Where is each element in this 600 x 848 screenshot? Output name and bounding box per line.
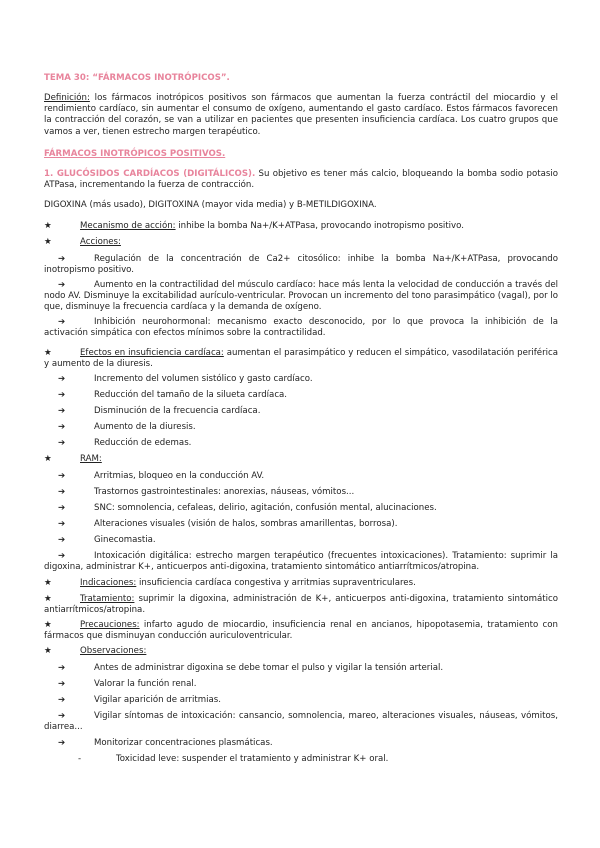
arrow-bullet-icon: ➔	[58, 317, 66, 327]
list-item: ➔ Regulación de la concentración de Ca2+ citosólico: inhibe la bomba Na+/K+ATPasa, provocando inotropismo positivo.	[44, 254, 558, 276]
arrow-bullet-icon: ➔	[58, 422, 66, 432]
arrow-bullet-icon: ➔	[58, 711, 66, 721]
indicaciones-label: Indicaciones:	[80, 578, 137, 588]
indicaciones-text: insuficiencia cardíaca congestiva y arritmias supraventriculares.	[136, 578, 416, 588]
arrow-bullet-icon: ➔	[58, 679, 66, 689]
list-item: ➔ Reducción de edemas.	[58, 438, 192, 448]
definition-label: Definición:	[44, 93, 90, 103]
arrow-bullet-icon: ➔	[58, 374, 66, 384]
precauciones-text: infarto agudo de miocardio, insuficiencia renal en ancianos, hipopotasemia, tratamiento con fármacos que disminuyan conducción auriculoventricular.	[44, 620, 558, 642]
list-item: - Toxicidad leve: suspender el tratamiento y administrar K+ oral.	[78, 754, 389, 764]
arrow-bullet-icon: ➔	[58, 487, 66, 497]
acciones-label: Acciones:	[80, 237, 121, 247]
ram-row	[44, 454, 558, 465]
tratamiento-label: Tratamiento:	[80, 594, 135, 604]
section-heading: FÁRMACOS INOTRÓPICOS POSITIVOS.	[44, 149, 226, 159]
arrow-bullet-icon: ➔	[58, 471, 66, 481]
list-item: ➔ Ginecomastia.	[58, 535, 156, 545]
list-item: ➔ Vigilar síntomas de intoxicación: cansancio, somnolencia, mareo, alteraciones visuales, náuseas, vómitos, diarrea...	[44, 711, 558, 733]
arrow-bullet-icon: ➔	[58, 280, 66, 290]
definition-text: los fármacos inotrópicos positivos son fármacos que aumentan la fuerza contráctil del miocardio y el rendimiento cardíaco, sin aumentar el consumo de oxígeno, aumentando el gasto cardíaco. Estos fármacos favorecen la contracción del corazón, se van a utilizar en pacientes que presenten insuficiencia cardíaca. Los cuatro grupos que vamos a ver, tienen estrecho margen terapéutico.	[44, 93, 558, 137]
star-bullet-icon: ★	[44, 594, 52, 604]
arrow-bullet-icon: ➔	[58, 438, 66, 448]
arrow-bullet-icon: ➔	[58, 519, 66, 529]
indicaciones-row	[44, 578, 558, 589]
star-bullet-icon: ★	[44, 348, 52, 358]
star-bullet-icon: ★	[44, 620, 52, 630]
list-item: ➔ Aumento en la contractilidad del músculo cardíaco: hace más lenta la velocidad de conducción a través del nodo AV. Disminuye la excitabilidad aurículo-ventricular. Provocan un incremento del tono parasimpático (vagal), por lo que, disminuye la frecuencia cardíaca y la demanda de oxígeno.	[44, 280, 558, 313]
acciones-row	[44, 237, 558, 248]
star-bullet-icon: ★	[44, 221, 52, 231]
group1-paragraph	[44, 169, 558, 191]
arrow-bullet-icon: ➔	[58, 663, 66, 673]
definition-paragraph	[44, 93, 558, 138]
star-bullet-icon: ★	[44, 454, 52, 464]
mecanismo-text: inhibe la bomba Na+/K+ATPasa, provocando inotropismo positivo.	[175, 221, 464, 231]
precauciones-row	[44, 620, 558, 642]
list-item: ➔ Alteraciones visuales (visión de halos, sombras amarillentas, borrosa).	[58, 519, 398, 529]
list-item: ➔ Antes de administrar digoxina se debe tomar el pulso y vigilar la tensión arterial.	[58, 663, 444, 673]
arrow-bullet-icon: ➔	[58, 551, 66, 561]
list-item: ➔ Disminución de la frecuencia cardíaca.	[58, 406, 261, 416]
tratamiento-row	[44, 594, 558, 616]
dash-bullet-icon: -	[78, 754, 82, 764]
star-bullet-icon: ★	[44, 237, 52, 247]
list-item: ➔ Intoxicación digitálica: estrecho margen terapéutico (frecuentes intoxicaciones). Tratamiento: suprimir la digoxina, administrar K+, anticuerpos anti-digoxina, tratamiento sintomático antiarrítmicos/atropina.	[44, 551, 558, 573]
efectos-text: aumentan el parasimpático y reducen el simpático, vasodilatación periférica y aumento de la diuresis.	[44, 348, 558, 370]
star-bullet-icon: ★	[44, 578, 52, 588]
mecanismo-row	[44, 221, 558, 232]
arrow-bullet-icon: ➔	[58, 738, 66, 748]
ram-label: RAM:	[80, 454, 102, 464]
observaciones-label: Observaciones:	[80, 646, 147, 656]
precauciones-label: Precauciones:	[80, 620, 140, 630]
tratamiento-text: suprimir la digoxina, administración de K+, anticuerpos anti-digoxina, tratamiento sintomático antiarrítmicos/atropina.	[44, 594, 558, 616]
list-item: ➔ Monitorizar concentraciones plasmáticas.	[58, 738, 273, 748]
group1-text: Su objetivo es tener más calcio, bloqueando la bomba sodio potasio ATPasa, incrementando la fuerza de contracción.	[44, 169, 558, 191]
mecanismo-label: Mecanismo de acción:	[80, 221, 176, 231]
arrow-bullet-icon: ➔	[58, 390, 66, 400]
star-bullet-icon: ★	[44, 646, 52, 656]
observaciones-row	[44, 646, 558, 657]
arrow-bullet-icon: ➔	[58, 254, 66, 264]
efectos-row	[44, 348, 558, 370]
arrow-bullet-icon: ➔	[58, 695, 66, 705]
list-item: ➔ Arritmias, bloqueo en la conducción AV.	[58, 471, 265, 481]
group1-heading: 1. GLUCÓSIDOS CARDÍACOS (DIGITÁLICOS).	[44, 169, 256, 179]
arrow-bullet-icon: ➔	[58, 535, 66, 545]
list-item: ➔ Incremento del volumen sistólico y gasto cardíaco.	[58, 374, 313, 384]
efectos-label: Efectos en insuficiencia cardíaca:	[80, 348, 224, 358]
arrow-bullet-icon: ➔	[58, 406, 66, 416]
list-item: ➔ Aumento de la diuresis.	[58, 422, 196, 432]
list-item: ➔ Trastornos gastrointestinales: anorexias, náuseas, vómitos...	[58, 487, 355, 497]
list-item: ➔ Valorar la función renal.	[58, 679, 197, 689]
list-item: ➔ SNC: somnolencia, cefaleas, delirio, agitación, confusión mental, alucinaciones.	[58, 503, 437, 513]
list-item: ➔ Reducción del tamaño de la silueta cardíaca.	[58, 390, 288, 400]
list-item: ➔ Vigilar aparición de arritmias.	[58, 695, 221, 705]
list-item: ➔ Inhibición neurohormonal: mecanismo exacto desconocido, por lo que provoca la inhibición de la activación simpática con efectos mínimos sobre la contractilidad.	[44, 317, 558, 339]
group1-drugs: DIGOXINA (más usado), DIGITOXINA (mayor vida media) y B-METILDIGOXINA.	[44, 200, 377, 210]
arrow-bullet-icon: ➔	[58, 503, 66, 513]
document-title: TEMA 30: “FÁRMACOS INOTRÓPICOS”.	[44, 73, 230, 83]
